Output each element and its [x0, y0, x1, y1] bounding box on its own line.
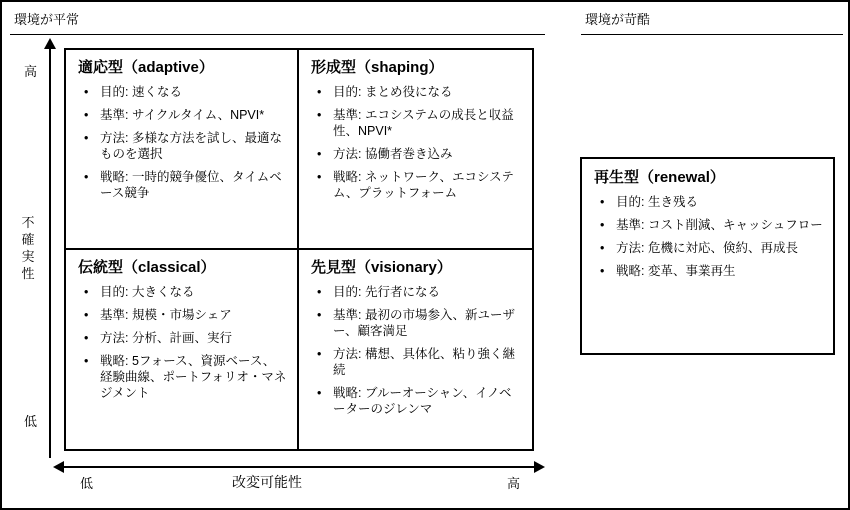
list-item: • 目的: 速くなる — [78, 84, 287, 100]
list-item: • 基準: 最初の市場参入、新ユーザー、顧客満足 — [311, 307, 522, 339]
list-item: • 戦略: 変革、事業再生 — [594, 263, 823, 279]
list-item: • 目的: 大きくなる — [78, 284, 287, 300]
quadrant-title: 形成型（shaping） — [311, 59, 444, 76]
y-axis-high-label: 高 — [24, 64, 38, 79]
list-item: • 基準: 規模・市場シェア — [78, 307, 287, 323]
quadrant-shaping — [299, 50, 532, 250]
list-item: • 方法: 多様な方法を試し、最適なものを選択 — [78, 130, 287, 162]
environment-normal-label: 環境が平常 — [14, 12, 80, 27]
environment-harsh-label: 環境が苛酷 — [585, 12, 651, 27]
strategy-matrix — [64, 48, 534, 451]
list-item: • 方法: 危機に対応、倹約、再成長 — [594, 240, 823, 256]
environment-harsh-rule — [581, 34, 843, 35]
environment-normal-rule — [10, 34, 545, 35]
y-axis-title: 不確実性 — [21, 215, 35, 281]
x-axis-line — [64, 466, 534, 468]
quadrant-title: 先見型（visionary） — [311, 258, 452, 276]
y-axis-line — [49, 48, 51, 458]
list-item: • 目的: まとめ役になる — [311, 84, 522, 100]
quadrant-adaptive — [66, 50, 299, 250]
list-item: • 基準: コスト削減、キャッシュフロー — [594, 217, 823, 233]
list-item: • 戦略: ネットワーク、エコシステム、プラットフォーム — [311, 169, 522, 201]
list-item: • 戦略: ブルーオーシャン、イノベーターのジレンマ — [311, 385, 522, 417]
list-item: • 方法: 構想、具体化、粘り強く継続 — [311, 346, 522, 378]
quadrant-bullet-list — [78, 284, 287, 401]
list-item: • 戦略: 一時的競争優位、タイムベース競争 — [78, 169, 287, 201]
list-item: • 目的: 先行者になる — [311, 284, 522, 300]
quadrant-title: 適応型（adaptive） — [78, 59, 214, 76]
quadrant-title: 伝統型（classical） — [78, 258, 216, 276]
list-item: • 基準: サイクルタイム、NPVI* — [78, 107, 287, 123]
list-item: • 目的: 生き残る — [594, 194, 823, 210]
x-axis-title: 改変可能性 — [232, 474, 302, 490]
y-axis-low-label: 低 — [24, 414, 38, 429]
quadrant-bullet-list — [311, 284, 522, 417]
quadrant-classical — [66, 250, 299, 450]
list-item: • 基準: エコシステムの成長と収益性、NPVI* — [311, 107, 522, 139]
list-item: • 方法: 協働者巻き込み — [311, 146, 522, 162]
x-axis-low-label: 低 — [80, 476, 94, 491]
quadrant-title: 再生型（renewal） — [594, 169, 725, 186]
x-axis-high-label: 高 — [507, 476, 521, 491]
quadrant-bullet-list — [311, 84, 522, 201]
quadrant-renewal — [580, 157, 835, 355]
quadrant-visionary — [299, 250, 532, 450]
list-item: • 方法: 分析、計画、実行 — [78, 330, 287, 346]
quadrant-bullet-list — [78, 84, 287, 201]
list-item: • 戦略: 5フォース、資源ベース、経験曲線、ポートフォリオ・マネジメント — [78, 353, 287, 401]
quadrant-bullet-list — [594, 194, 823, 279]
